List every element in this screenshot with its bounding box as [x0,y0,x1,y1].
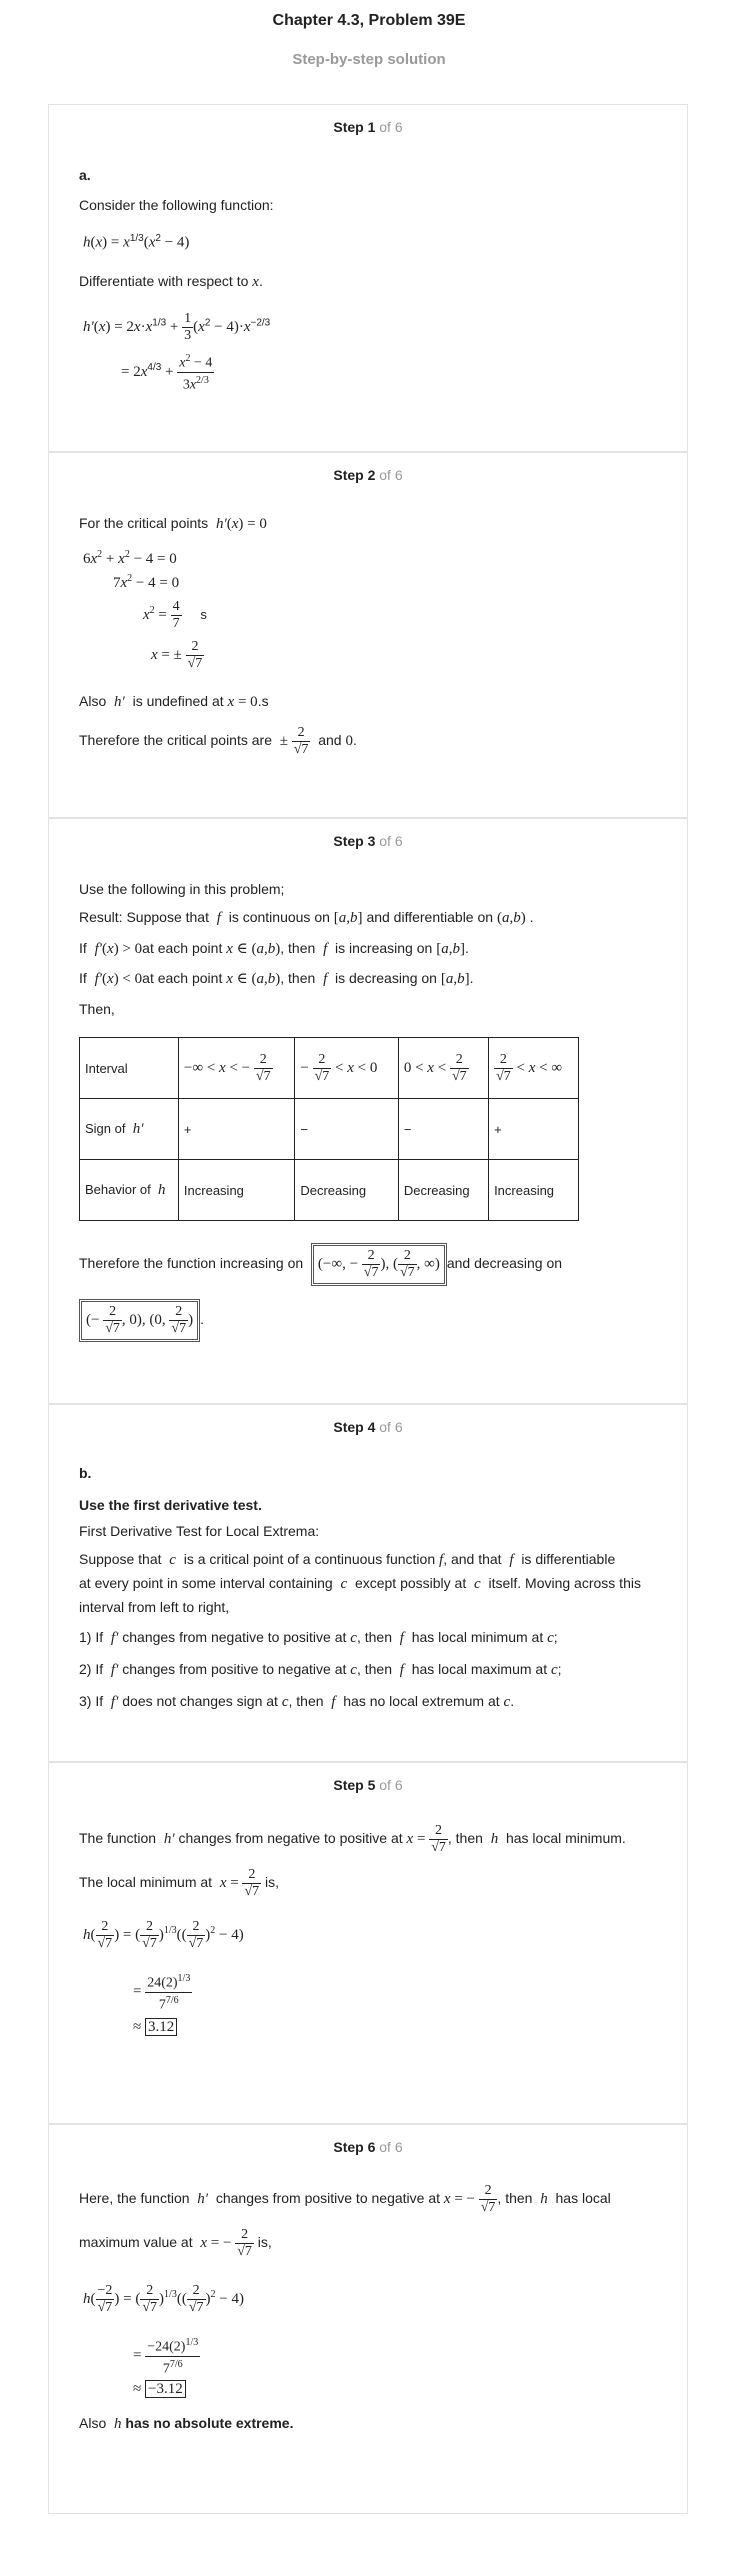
test-item-3: 3) If f′ does not changes sign at c, then f has no local extremum at c. [79,1693,515,1710]
test-p1: Suppose that c is a critical point of a continuous function f, and that f is differentiable [79,1551,616,1568]
critical-text: For the critical points h′(x) = 0 [79,515,267,532]
eq-2: $7x^2 - 4 = 0$ [113,573,180,591]
decreasing-rule: If f′(x) < 0at each point x ∈ (a,b), then f is decreasing on [a,b]. [79,970,474,987]
derivative-line-2: = $2x^{4/3}$ + $\frac{x^2 - 4}{3x^{2/3}}$ [121,353,213,393]
step-card-1 [48,104,688,452]
test-title: First Derivative Test for Local Extrema: [79,1523,320,1539]
table-cell: − [295,1099,398,1160]
test-item-1: 1) If f′ changes from negative to positive at c, then f has local minimum at c; [79,1629,558,1646]
table-row [80,1160,579,1221]
step-card-3 [48,818,688,1404]
max-eval-1: h( $\frac{-2}{√7}$ ) = ( $\frac{2}{√7}$ )$^{1/3}$(( $\frac{2}{√7}$ )$^2$ − 4) [83,2283,244,2315]
table-cell: Behavior of h [80,1160,179,1221]
result-text: Result: Suppose that f is continuous on [a,b] and differentiable on (a,b) . [79,909,534,926]
test-p3: interval from left to right, [79,1599,230,1615]
step-heading: Step 1 of 6 [333,119,403,135]
eq-3: $x^2$ = $\frac{4}{7}$ s [143,599,207,631]
table-cell: − $\frac{2}{√7}$ < x < 0 [295,1038,398,1099]
min-text: The function h′ changes from negative to positive at x = $\frac{2}{√7}$ , then h has local minimum. [79,1823,626,1855]
increasing-rule: If f′(x) > 0at each point x ∈ (a,b), then f is increasing on [a,b]. [79,940,469,957]
table-row [80,1038,579,1099]
table-row [80,1099,579,1160]
derivative-line-1: $h'(x) = 2x\cdot x^{1/3}$ + $\frac{1}{3}$ $(x^2 - 4)\cdot x^{-2/3}$ [83,311,271,343]
min-answer: ≈ 3.12 [133,2019,177,2036]
table-cell: Increasing [489,1160,579,1221]
table-cell: + [178,1099,294,1160]
test-p2: at every point in some interval containing c except possibly at c itself. Moving across this [79,1575,641,1592]
sign-table [79,1037,579,1221]
table-cell: + [489,1099,579,1160]
part-label: a. [79,167,91,183]
table-cell: Decreasing [398,1160,488,1221]
table-cell: −∞ < x < − $\frac{2}{√7}$ [178,1038,294,1099]
max-answer: ≈ −3.12 [133,2381,186,2398]
function-h: $h(x) = x^{1/3}(x^2 - 4)$ [83,233,190,251]
max-eval-2: = $\frac{-24(2)^{1/3}}{7^{7/6}}$ [133,2337,199,2377]
table-cell: $\frac{2}{√7}$ < x < ∞ [489,1038,579,1099]
table-cell: Decreasing [295,1160,398,1221]
part-label: b. [79,1465,92,1481]
max-at-text: maximum value at x = − $\frac{2}{√7}$ is, [79,2227,272,2259]
max-text: Here, the function h′ changes from positive to negative at x = − $\frac{2}{√7}$ , then h has local [79,2183,611,2215]
table-cell: 0 < x < $\frac{2}{√7}$ [398,1038,488,1099]
step-heading: Step 3 of 6 [333,833,403,849]
test-item-2: 2) If f′ changes from positive to negative at c, then f has local maximum at c; [79,1661,562,1678]
intro-text: Consider the following function: [79,197,274,213]
step-card-6 [48,2124,688,2514]
page-title: Chapter 4.3, Problem 39E [272,12,466,29]
use-test: Use the first derivative test. [79,1497,262,1513]
table-cell: Increasing [178,1160,294,1221]
critical-points-text: Therefore the critical points are ± $\frac{2}{√7}$ and 0. [79,725,357,757]
decreasing-conclusion: (− $\frac{2}{√7}$ , 0), (0, $\frac{2}{√7}$ ) . [79,1299,204,1342]
table-cell: Interval [80,1038,179,1099]
diff-text: Differentiate with respect to x. [79,273,263,290]
step-heading: Step 5 of 6 [333,1777,403,1793]
min-eval-1: h( $\frac{2}{√7}$ ) = ( $\frac{2}{√7}$ )$^{1/3}$(( $\frac{2}{√7}$ )$^2$ − 4) [83,1919,244,1951]
table-cell: − [398,1099,488,1160]
step-card-5 [48,1762,688,2124]
table-cell: Sign of h′ [80,1099,179,1160]
step-heading: Step 2 of 6 [333,467,403,483]
min-at-text: The local minimum at x = $\frac{2}{√7}$ is, [79,1867,280,1899]
then-text: Then, [79,1001,115,1017]
no-absolute-text: Also h has no absolute extreme. [79,2415,294,2432]
also-text: Also h′ is undefined at x = 0.s [79,693,269,710]
step-heading: Step 6 of 6 [333,2139,403,2155]
eq-1: $6x^2 + x^2 - 4 = 0$ [83,549,177,567]
page-subtitle: Step-by-step solution [292,51,446,68]
eq-4: x = ± $\frac{2}{√7}$ [151,639,203,671]
min-eval-2: = $\frac{24(2)^{1/3}}{7^{7/6}}$ [133,1973,191,2013]
step-card-2 [48,452,688,818]
step-card-4 [48,1404,688,1762]
increasing-conclusion: Therefore the function increasing on (−∞, − $\frac{2}{√7}$ ), ( $\frac{2}{√7}$ , ∞) and decreasing on [79,1243,562,1286]
step-heading: Step 4 of 6 [333,1419,403,1435]
use-text: Use the following in this problem; [79,881,285,897]
